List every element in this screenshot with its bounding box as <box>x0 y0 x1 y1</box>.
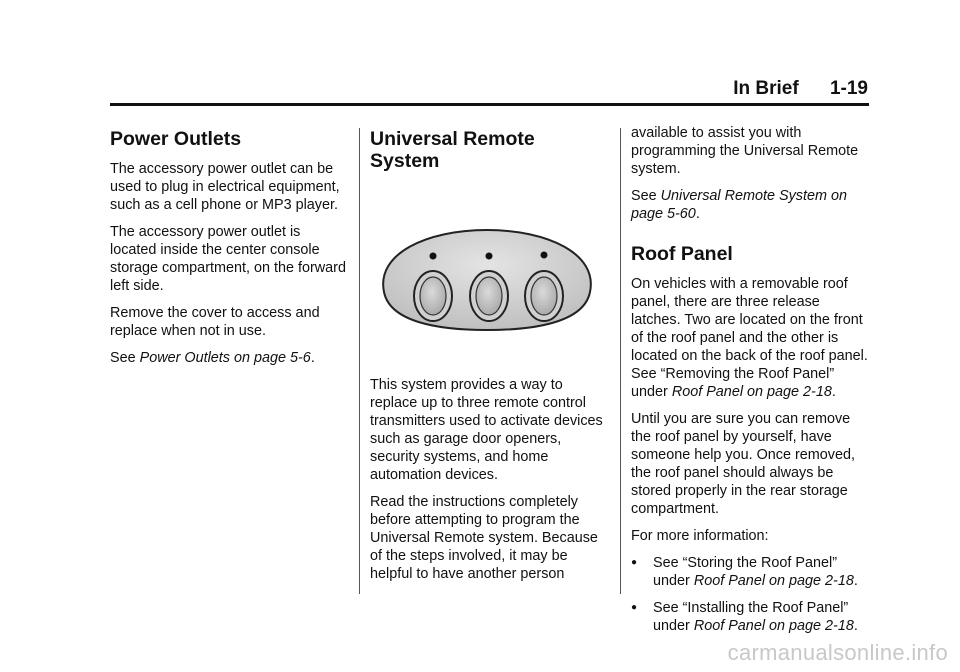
bullet-icon: ● <box>631 602 638 613</box>
remote-button-3 <box>525 271 563 321</box>
paragraph: Read the instructions completely before attempting to program the Universal Remote system. Because of the steps involved, it may be helpful to have another person <box>370 494 598 582</box>
paragraph: The accessory power outlet can be used to plug in electrical equipment, such as a cell phone or MP3 player. <box>110 161 340 213</box>
heading-universal-remote: Universal Remote System <box>370 128 535 172</box>
column-roof-panel <box>631 124 871 644</box>
paragraph: available to assist you with programming the Universal Remote system. <box>631 125 859 177</box>
cross-reference: Roof Panel on page 2-18 <box>671 384 832 400</box>
page-header <box>733 78 868 100</box>
column-divider <box>620 128 621 594</box>
list-item <box>631 599 871 635</box>
paragraph <box>631 275 871 401</box>
section-title: In Brief <box>733 78 799 99</box>
indicator-light <box>486 253 493 260</box>
column-universal-remote <box>370 128 606 592</box>
see-prefix: See <box>631 188 661 204</box>
column-divider <box>359 128 360 594</box>
see-reference <box>110 349 348 367</box>
list-item <box>631 554 871 590</box>
paragraph: This system provides a way to replace up to three remote control transmitters used to activate devices such as garage door openers, security systems, and home automation devices. <box>370 377 603 483</box>
see-prefix: See <box>110 350 140 366</box>
watermark: carmanualsonline.info <box>727 640 948 665</box>
see-reference <box>631 187 871 223</box>
list-item-suffix: . <box>853 573 858 589</box>
bullet-icon: ● <box>631 557 638 568</box>
header-rule <box>110 103 869 106</box>
paragraph-text: On vehicles with a removable roof panel, there are three release latches. Two are located on the front of the roof panel and the other is located on the back of the roof panel. See “Removing the Roof Panel” under <box>631 276 868 400</box>
paragraph: For more information: <box>631 528 769 544</box>
remote-button-2 <box>470 271 508 321</box>
universal-remote-buttons-illustration <box>376 226 598 334</box>
cross-reference: Universal Remote System on page 5-60 <box>631 188 847 222</box>
cross-reference: Roof Panel on page 2-18 <box>693 618 854 634</box>
list-item-text: See “Storing the Roof Panel” under <box>653 555 837 589</box>
remote-button-1 <box>414 271 452 321</box>
heading-roof-panel: Roof Panel <box>631 243 733 265</box>
indicator-light <box>430 253 437 260</box>
page-number: 1-19 <box>829 78 868 99</box>
bullet-list <box>631 554 871 635</box>
paragraph: The accessory power outlet is located inside the center console storage compartment, on the forward left side. <box>110 224 346 294</box>
see-suffix: . <box>310 350 315 366</box>
list-item-text: See “Installing the Roof Panel” under <box>653 600 849 634</box>
paragraph-suffix: . <box>831 384 836 400</box>
column-power-outlets <box>110 128 348 376</box>
heading-power-outlets: Power Outlets <box>110 128 242 150</box>
see-suffix: . <box>695 206 700 222</box>
paragraph: Remove the cover to access and replace when not in use. <box>110 305 320 339</box>
indicator-light <box>541 252 548 259</box>
cross-reference: Roof Panel on page 2-18 <box>693 573 854 589</box>
paragraph: Until you are sure you can remove the roof panel by yourself, have someone help you. Once removed, the roof panel should always be stored properly in the rear storage compartment. <box>631 411 855 517</box>
list-item-suffix: . <box>853 618 858 634</box>
cross-reference: Power Outlets on page 5-6 <box>139 350 311 366</box>
